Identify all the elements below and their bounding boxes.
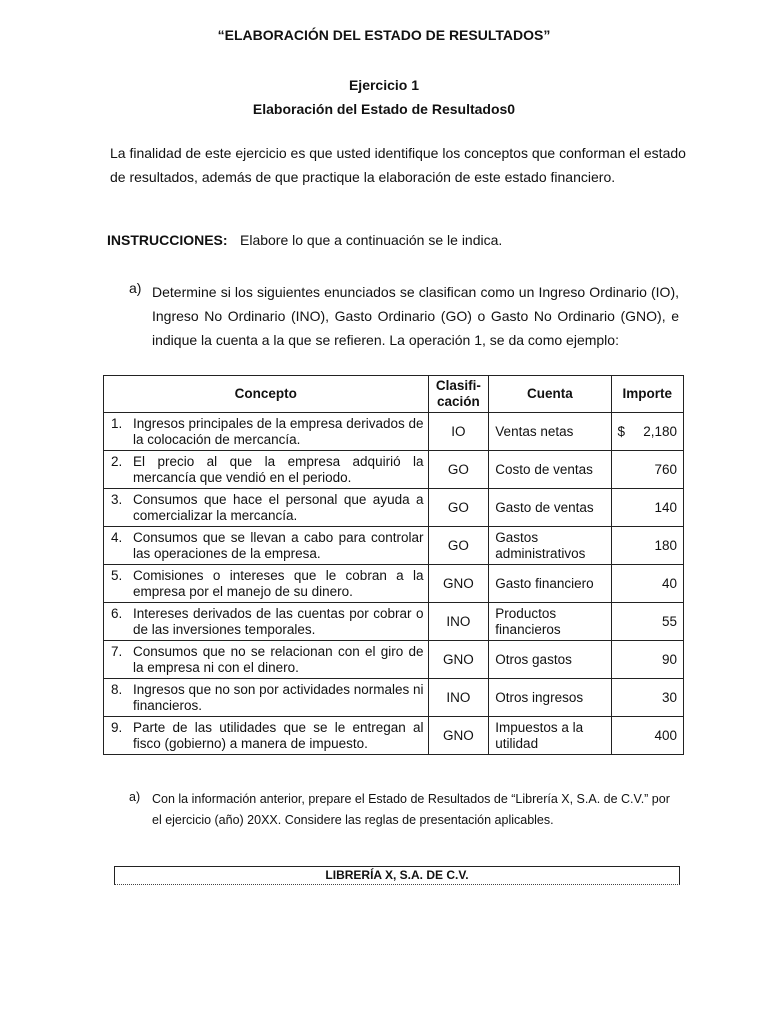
- classification-cell: GO: [428, 451, 489, 489]
- table-row: [104, 603, 684, 641]
- classification-cell: IO: [428, 413, 489, 451]
- table-row: [104, 489, 684, 527]
- classification-cell: GO: [428, 489, 489, 527]
- amount-cell: [611, 603, 683, 641]
- concept-cell: [104, 489, 429, 527]
- concept-text: Ingresos que no son por actividades normales ni financieros.: [133, 681, 424, 713]
- header-classification-text: Clasifi-cación: [435, 378, 481, 409]
- item-a2-marker: a): [129, 790, 141, 804]
- document-title: “ELABORACIÓN DEL ESTADO DE RESULTADOS”: [217, 27, 551, 43]
- instructions-label: INSTRUCCIONES:: [107, 232, 228, 248]
- classification-cell: GO: [428, 527, 489, 565]
- concept-number: 3.: [111, 491, 123, 507]
- concept-text: Parte de las utilidades que se le entregan al fisco (gobierno) a manera de impuesto.: [133, 719, 424, 751]
- classification-cell: GNO: [428, 717, 489, 755]
- concept-cell: [104, 565, 429, 603]
- header-amount: Importe: [611, 376, 683, 413]
- amount-cell: [611, 565, 683, 603]
- account-cell: Gasto financiero: [489, 565, 611, 603]
- amount-cell: [611, 641, 683, 679]
- concept-cell: [104, 679, 429, 717]
- table-row: [104, 451, 684, 489]
- table-row: [104, 413, 684, 451]
- amount-value: 55: [661, 614, 677, 629]
- amount-value: 760: [654, 462, 677, 477]
- concept-number: 4.: [111, 529, 123, 545]
- concept-text: Consumos que no se relacionan con el giro de la empresa ni con el dinero.: [133, 643, 424, 675]
- concept-number: 9.: [111, 719, 123, 735]
- account-cell: Costo de ventas: [489, 451, 611, 489]
- concept-text: Ingresos principales de la empresa derivados de la colocación de mercancía.: [133, 415, 424, 447]
- amount-cell: [611, 413, 683, 451]
- amount-value: 140: [654, 500, 677, 515]
- classification-cell: INO: [428, 679, 489, 717]
- concept-number: 5.: [111, 567, 123, 583]
- amount-cell: [611, 679, 683, 717]
- item-a2-text: Con la información anterior, prepare el Estado de Resultados de “Librería X, S.A. de C.V.” por el ejercicio (año) 20XX. Considere las reglas de presentación aplicables.: [152, 792, 670, 827]
- concept-text: Consumos que se llevan a cabo para controlar las operaciones de la empresa.: [133, 529, 424, 561]
- exercise-subtitle: Elaboración del Estado de Resultados0: [252, 101, 516, 117]
- table-row: [104, 641, 684, 679]
- account-cell: Impuestos a la utilidad: [489, 717, 611, 755]
- amount-cell: [611, 489, 683, 527]
- company-header-box: [114, 866, 680, 885]
- account-cell: Productos financieros: [489, 603, 611, 641]
- intro-paragraph: La finalidad de este ejercicio es que usted identifique los conceptos que conforman el estado de resultados, además de que practique la elaboración de este estado financiero.: [110, 145, 686, 185]
- concept-number: 6.: [111, 605, 123, 621]
- concept-number: 7.: [111, 643, 123, 659]
- amount-currency: $: [617, 424, 626, 439]
- amount-cell: [611, 451, 683, 489]
- amount-value: 90: [661, 652, 677, 667]
- concept-cell: [104, 413, 429, 451]
- table-row: [104, 565, 684, 603]
- item-a1-marker: a): [129, 280, 142, 296]
- concept-text: Intereses derivados de las cuentas por cobrar o de las inversiones temporales.: [133, 605, 424, 637]
- concept-text: Consumos que hace el personal que ayuda a comercializar la mercancía.: [133, 491, 424, 523]
- concept-cell: [104, 603, 429, 641]
- company-header: LIBRERÍA X, S.A. DE C.V.: [325, 868, 469, 882]
- header-classification: [428, 376, 489, 413]
- concept-number: 8.: [111, 681, 123, 697]
- table-row: [104, 679, 684, 717]
- table-header-row: [104, 376, 684, 413]
- concept-cell: [104, 641, 429, 679]
- classification-cell: INO: [428, 603, 489, 641]
- concept-cell: [104, 527, 429, 565]
- amount-value: 2,180: [643, 424, 677, 439]
- header-account: Cuenta: [489, 376, 611, 413]
- table-row: [104, 717, 684, 755]
- concept-text: El precio al que la empresa adquirió la mercancía que vendió en el periodo.: [133, 453, 424, 485]
- account-cell: Otros ingresos: [489, 679, 611, 717]
- amount-cell: [611, 717, 683, 755]
- account-cell: Otros gastos: [489, 641, 611, 679]
- instructions-text: Elabore lo que a continuación se le indica.: [240, 232, 503, 248]
- item-a1-text: Determine si los siguientes enunciados se clasifican como un Ingreso Ordinario (IO), Ingreso No Ordinario (INO), Gasto Ordinario (GO) o Gasto No Ordinario (GNO), e indique la cuenta a la que se refieren. La operación 1, se da como ejemplo:: [152, 284, 679, 348]
- header-concept: Concepto: [104, 376, 429, 413]
- account-cell: Gasto de ventas: [489, 489, 611, 527]
- amount-value: 400: [654, 728, 677, 743]
- amount-cell: [611, 527, 683, 565]
- account-cell: Gastos administrativos: [489, 527, 611, 565]
- amount-value: 30: [661, 690, 677, 705]
- concept-number: 1.: [111, 415, 123, 431]
- classification-cell: GNO: [428, 641, 489, 679]
- concept-number: 2.: [111, 453, 123, 469]
- classification-cell: GNO: [428, 565, 489, 603]
- table-row: [104, 527, 684, 565]
- concepts-table: [103, 375, 684, 755]
- concept-cell: [104, 451, 429, 489]
- account-cell: Ventas netas: [489, 413, 611, 451]
- exercise-label: Ejercicio 1: [348, 77, 420, 93]
- amount-value: 40: [661, 576, 677, 591]
- concept-cell: [104, 717, 429, 755]
- amount-value: 180: [654, 538, 677, 553]
- concept-text: Comisiones o intereses que le cobran a la empresa por el manejo de su dinero.: [133, 567, 424, 599]
